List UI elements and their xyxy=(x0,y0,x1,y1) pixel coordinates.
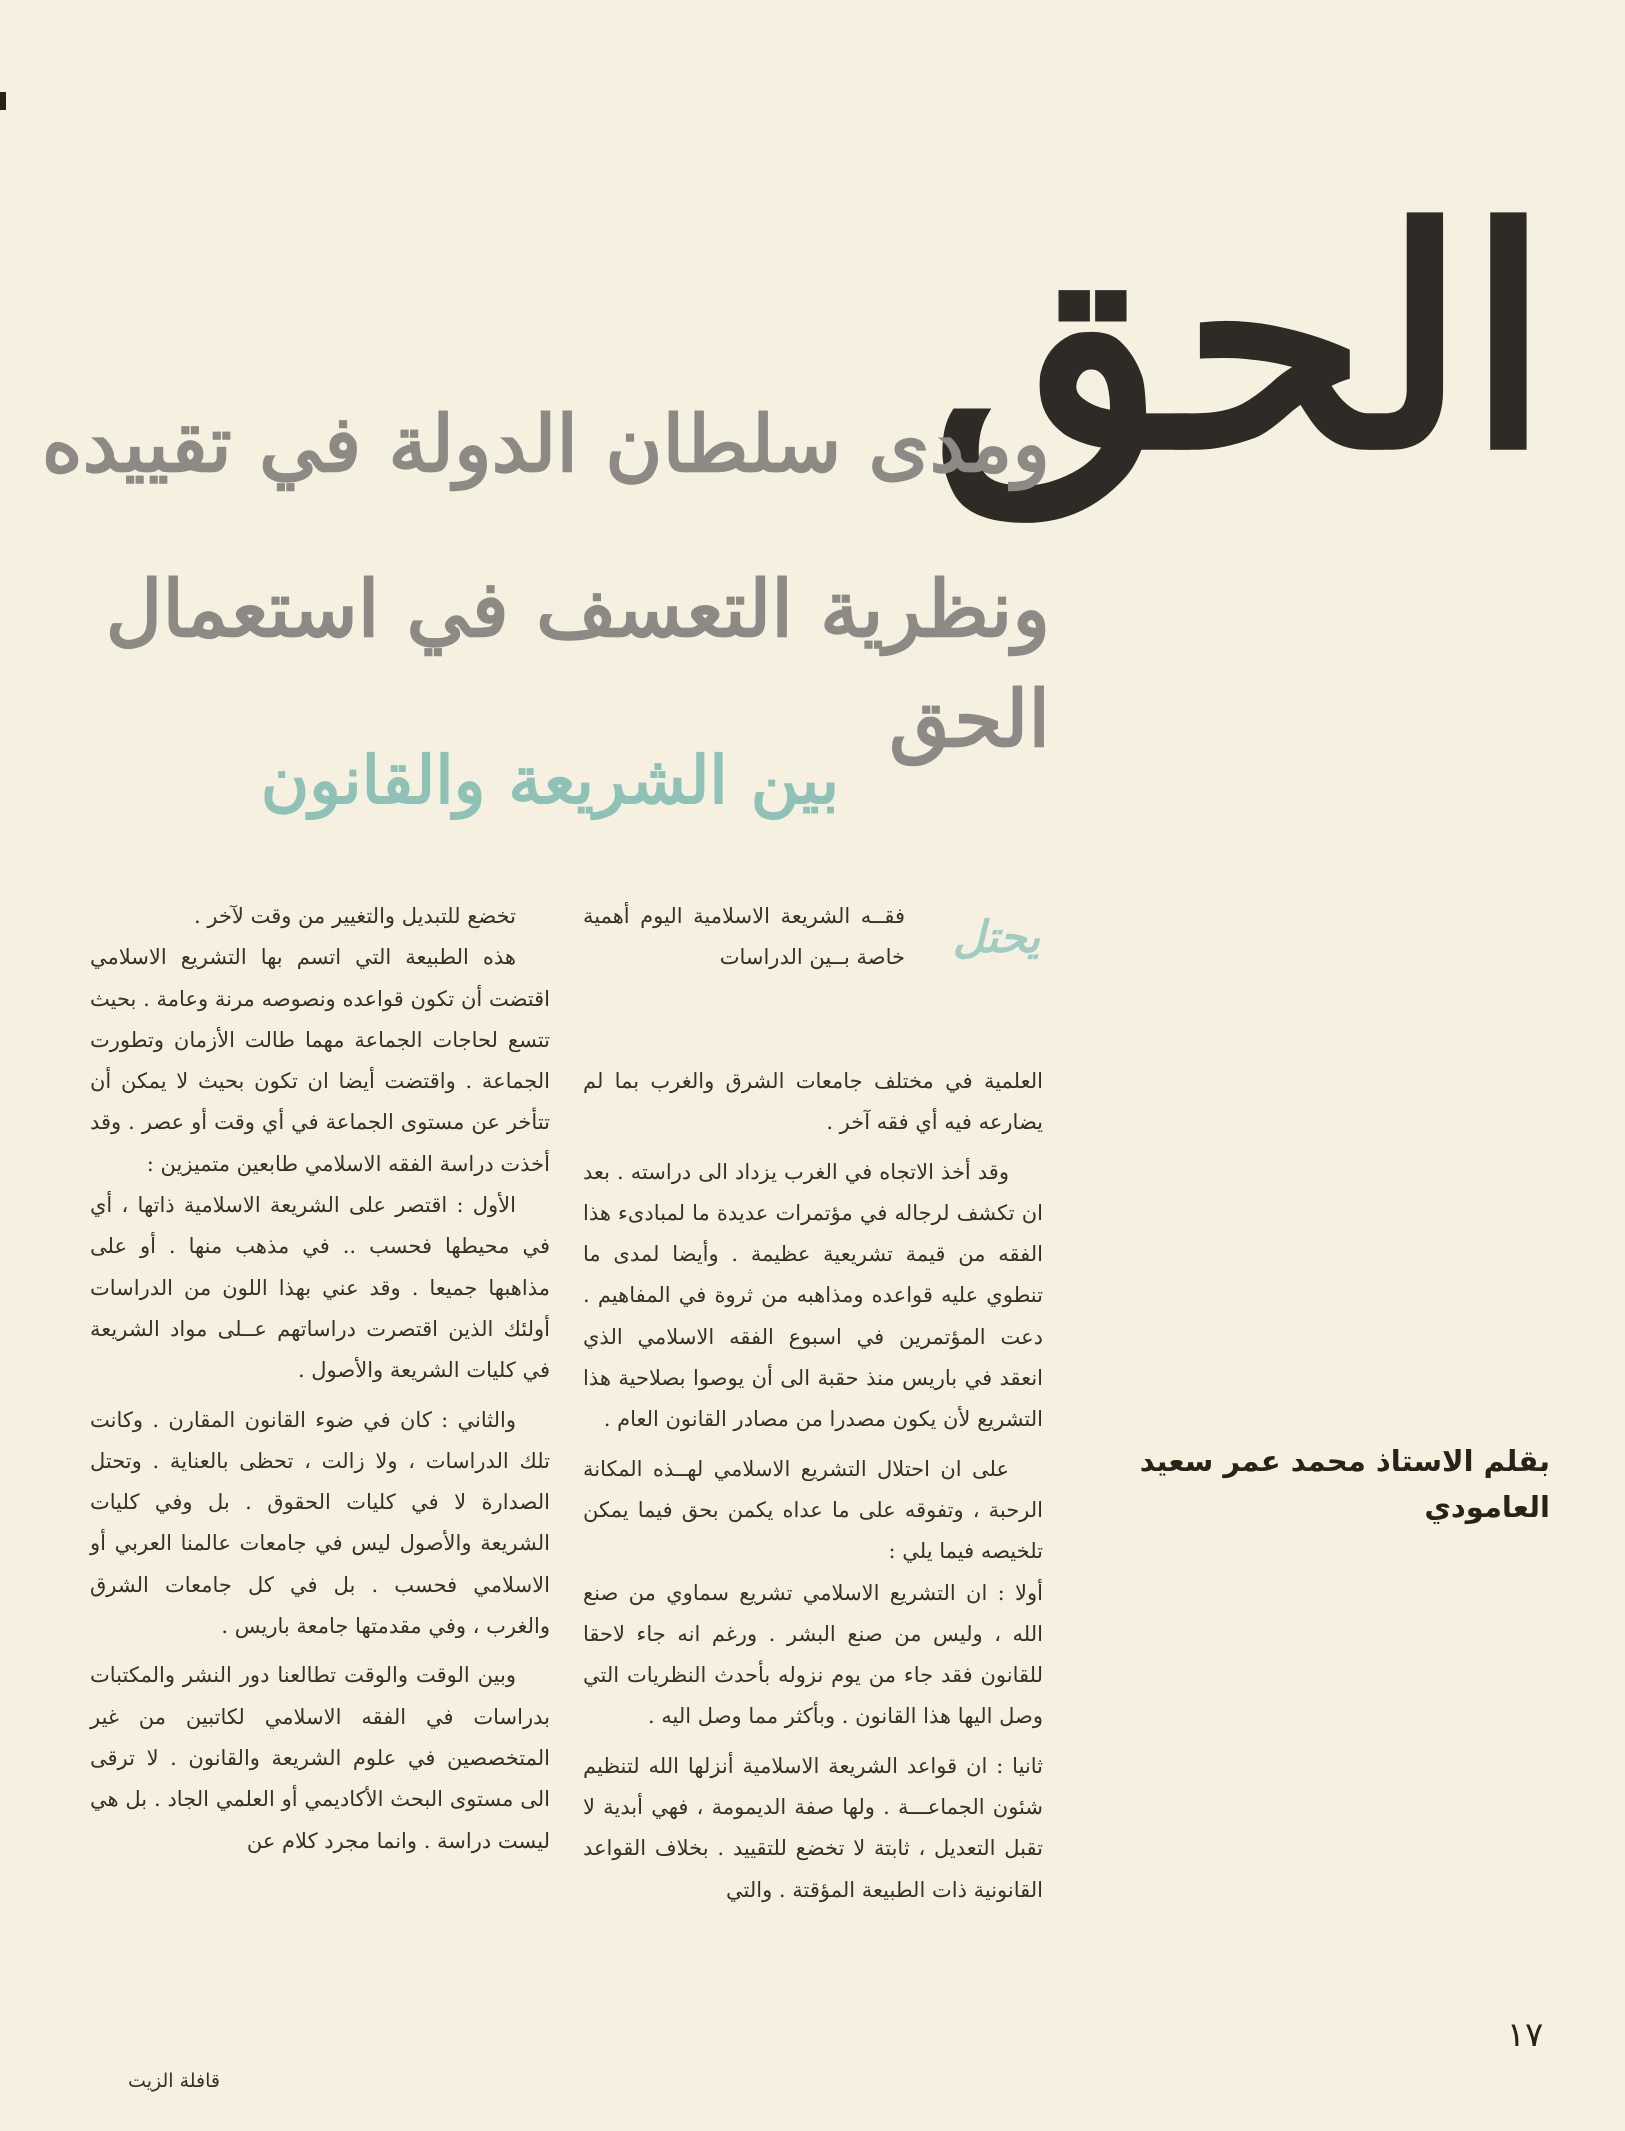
left-column xyxy=(90,896,550,1862)
paragraph: وبين الوقت والوقت تطالعنا دور النشر والمكتبات بدراسات في الفقه الاسلامي لكاتبين من غير المتخصصين في علوم الشريعة والقانون . لا ترقى الى مستوى البحث الأكاديمي أو العلمي الجاد . بل هي ليست دراسة . وانما مجرد كلام عن xyxy=(90,1663,550,1853)
paragraph: أولا : ان التشريع الاسلامي تشريع سماوي من صنع الله ، وليس من صنع البشر . ورغم انه جاء لاحقا للقانون فقد جاء من يوم نزوله بأحدث النظريات التي وصل اليها هذا القانون . وبأكثر مما وصل اليه . xyxy=(583,1580,1043,1729)
author-byline: بقلم الاستاذ محمد عمر سعيد العامودي xyxy=(1139,1444,1550,1524)
article-subtitle-line1: ومدى سلطان الدولة في تقييده xyxy=(41,399,1050,490)
paragraph: هذه الطبيعة التي اتسم بها التشريع الاسلامي اقتضت أن تكون قواعده ونصوصه مرنة وعامة . بحيث تتسع لحاجات الجماعة مهما طالت الأزمان وتطورت الجماعة . واقتضت أيضا ان تكون بحيث لا يمكن أن تتأخر عن مستوى الجماعة في أي وقت أو عصر . وقد أخذت دراسة الفقه الاسلامي طابعين متميزين : xyxy=(90,945,550,1176)
article-subtitle-line3: بين الشريعة والقانون xyxy=(260,741,840,819)
magazine-name-footer: قافلة الزيت xyxy=(128,2070,220,2092)
page-number: ١٧ xyxy=(1506,2015,1544,2055)
paragraph: العلمية في مختلف جامعات الشرق والغرب بما لم يضارعه فيه أي فقه آخر . xyxy=(583,1069,1044,1135)
paragraph: الأول : اقتصر على الشريعة الاسلامية ذاتها ، أي في محيطها فحسب .. في مذهب منها . أو على مذاهبها جميعا . وقد عني بهذا اللون من الدراسات أولئك الذين اقتصرت دراساتهم عــلى مواد الشريعة في كليات الشريعة والأصول . xyxy=(90,1193,550,1383)
paragraph: تخضع للتبديل والتغيير من وقت لآخر . xyxy=(194,904,516,928)
paragraph: على ان احتلال التشريع الاسلامي لهــذه المكانة الرحبة ، وتفوقه على ما عداه يكمن بحق فيما يمكن تلخيصه فيما يلي : xyxy=(583,1456,1043,1564)
paragraph: وقد أخذ الاتجاه في الغرب يزداد الى دراسته . بعد ان تكشف لرجاله في مؤتمرات عديدة ما لمبادىء هذا الفقه من قيمة تشريعية عظيمة . وأيضا لمدى ما تنطوي عليه قواعده ومذاهبه من ثروة في المفاهيم . دعت المؤتمرين في اسبوع الفقه الاسلامي الذي انعقد في باريس منذ حقبة الى أن يوصوا بصلاحية هذا التشريع لأن يكون مصدرا من مصادر القانون العام . xyxy=(583,1159,1043,1432)
page-edge-mark xyxy=(0,92,6,110)
paragraph: ثانيا : ان قواعد الشريعة الاسلامية أنزلها الله لتنظيم شئون الجماعـــة . ولها صفة الديمومة ، فهي أبدية لا تقبل التعديل ، ثابتة لا تخضع للتقييد . بخلاف القواعد القانونية ذات الطبيعة المؤقتة . والتي xyxy=(583,1753,1043,1902)
article-main-title: الحق xyxy=(931,163,1550,516)
right-column xyxy=(583,1061,1043,1911)
article-subtitle-line2: ونظرية التعسف في استعمال الحق xyxy=(105,564,1050,765)
right-column-lead: فقــه الشريعة الاسلامية اليوم أهمية خاصة بــين الدراسات xyxy=(583,904,905,970)
paragraph: والثاني : كان في ضوء القانون المقارن . وكانت تلك الدراسات ، ولا زالت ، تحظى بالعناية . وتحتل الصدارة لا في كليات الحقوق . بل وفي كليات الشريعة والأصول ليس في جامعات عالمنا العربي أو الاسلامي فحسب . بل في كل جامعات الشرق والغرب ، وفي مقدمتها جامعة باريس . xyxy=(90,1407,550,1639)
opening-drop-word: يحتل xyxy=(952,912,1040,963)
